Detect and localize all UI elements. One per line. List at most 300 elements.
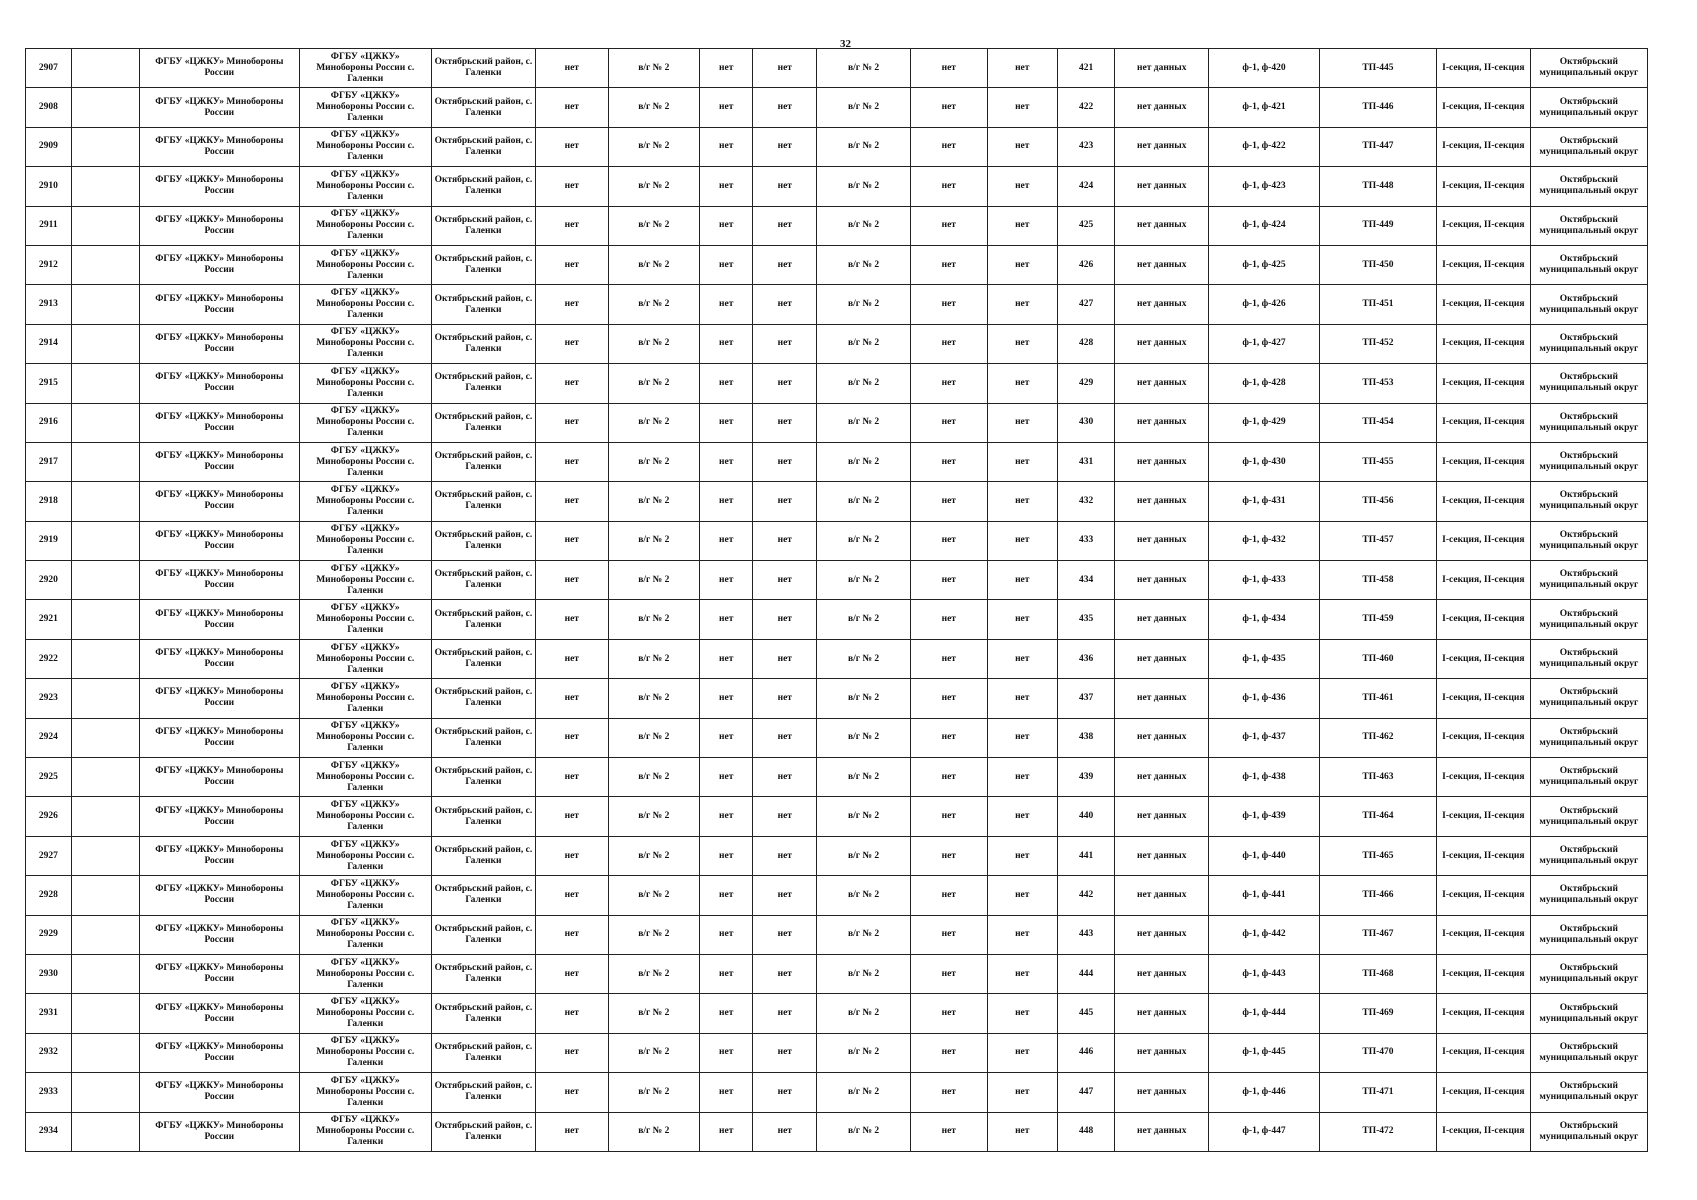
blank-cell (71, 364, 139, 403)
flag-cell: нет (700, 1033, 753, 1072)
no-data-cell: нет данных (1115, 718, 1209, 757)
flag-cell: нет (987, 679, 1057, 718)
owner-cell: ФГБУ «ЦЖКУ» Минобороны России с. Галенки (299, 206, 431, 245)
object-number-cell: 440 (1057, 797, 1115, 836)
flag-cell: нет (987, 442, 1057, 481)
municipality-cell: Октябрьский муниципальный округ (1530, 364, 1647, 403)
military-town-cell: в/г № 2 (817, 836, 911, 875)
table-row (26, 245, 1648, 284)
flag-cell: нет (753, 245, 817, 284)
object-number-cell: 444 (1057, 954, 1115, 993)
blank-cell (71, 718, 139, 757)
owner-cell: ФГБУ «ЦЖКУ» Минобороны России с. Галенки (299, 482, 431, 521)
substation-cell: ТП-445 (1319, 49, 1436, 88)
municipality-cell: Октябрьский муниципальный округ (1530, 206, 1647, 245)
sections-cell: I-секция, II-секция (1437, 88, 1531, 127)
owner-cell: ФГБУ «ЦЖКУ» Минобороны России с. Галенки (299, 403, 431, 442)
table-row (26, 88, 1648, 127)
flag-cell: нет (987, 364, 1057, 403)
substation-cell: ТП-450 (1319, 245, 1436, 284)
table-row (26, 364, 1648, 403)
flag-cell: нет (753, 876, 817, 915)
substation-cell: ТП-453 (1319, 364, 1436, 403)
flag-cell: нет (536, 836, 608, 875)
address-cell: Октябрьский район, с. Галенки (431, 639, 535, 678)
organization-cell: ФГБУ «ЦЖКУ» Минобороны России (139, 324, 299, 363)
military-town-cell: в/г № 2 (608, 797, 700, 836)
owner-cell: ФГБУ «ЦЖКУ» Минобороны России с. Галенки (299, 797, 431, 836)
flag-cell: нет (700, 245, 753, 284)
feeder-cell: ф-1, ф-436 (1209, 679, 1320, 718)
flag-cell: нет (536, 285, 608, 324)
address-cell: Октябрьский район, с. Галенки (431, 206, 535, 245)
flag-cell: нет (753, 1112, 817, 1151)
municipality-cell: Октябрьский муниципальный округ (1530, 482, 1647, 521)
military-town-cell: в/г № 2 (608, 876, 700, 915)
flag-cell: нет (910, 482, 987, 521)
military-town-cell: в/г № 2 (817, 245, 911, 284)
object-number-cell: 425 (1057, 206, 1115, 245)
sections-cell: I-секция, II-секция (1437, 403, 1531, 442)
flag-cell: нет (910, 1112, 987, 1151)
object-number-cell: 431 (1057, 442, 1115, 481)
municipality-cell: Октябрьский муниципальный округ (1530, 994, 1647, 1033)
blank-cell (71, 88, 139, 127)
military-town-cell: в/г № 2 (817, 718, 911, 757)
feeder-cell: ф-1, ф-440 (1209, 836, 1320, 875)
organization-cell: ФГБУ «ЦЖКУ» Минобороны России (139, 127, 299, 166)
address-cell: Октябрьский район, с. Галенки (431, 1073, 535, 1112)
flag-cell: нет (987, 285, 1057, 324)
no-data-cell: нет данных (1115, 1073, 1209, 1112)
blank-cell (71, 1073, 139, 1112)
object-number-cell: 439 (1057, 758, 1115, 797)
flag-cell: нет (700, 718, 753, 757)
sections-cell: I-секция, II-секция (1437, 324, 1531, 363)
blank-cell (71, 994, 139, 1033)
feeder-cell: ф-1, ф-421 (1209, 88, 1320, 127)
sections-cell: I-секция, II-секция (1437, 561, 1531, 600)
military-town-cell: в/г № 2 (817, 127, 911, 166)
blank-cell (71, 167, 139, 206)
no-data-cell: нет данных (1115, 285, 1209, 324)
municipality-cell: Октябрьский муниципальный округ (1530, 679, 1647, 718)
flag-cell: нет (700, 994, 753, 1033)
owner-cell: ФГБУ «ЦЖКУ» Минобороны России с. Галенки (299, 679, 431, 718)
military-town-cell: в/г № 2 (817, 1033, 911, 1072)
flag-cell: нет (536, 1033, 608, 1072)
organization-cell: ФГБУ «ЦЖКУ» Минобороны России (139, 285, 299, 324)
row-number: 2924 (26, 718, 72, 757)
feeder-cell: ф-1, ф-424 (1209, 206, 1320, 245)
address-cell: Октябрьский район, с. Галенки (431, 1033, 535, 1072)
flag-cell: нет (910, 403, 987, 442)
feeder-cell: ф-1, ф-420 (1209, 49, 1320, 88)
flag-cell: нет (753, 836, 817, 875)
no-data-cell: нет данных (1115, 876, 1209, 915)
substation-cell: ТП-465 (1319, 836, 1436, 875)
flag-cell: нет (910, 49, 987, 88)
sections-cell: I-секция, II-секция (1437, 206, 1531, 245)
flag-cell: нет (753, 954, 817, 993)
object-number-cell: 424 (1057, 167, 1115, 206)
object-number-cell: 421 (1057, 49, 1115, 88)
flag-cell: нет (910, 521, 987, 560)
flag-cell: нет (987, 1033, 1057, 1072)
table-row (26, 994, 1648, 1033)
flag-cell: нет (700, 954, 753, 993)
organization-cell: ФГБУ «ЦЖКУ» Минобороны России (139, 1033, 299, 1072)
blank-cell (71, 954, 139, 993)
organization-cell: ФГБУ «ЦЖКУ» Минобороны России (139, 1112, 299, 1151)
feeder-cell: ф-1, ф-425 (1209, 245, 1320, 284)
table-row (26, 639, 1648, 678)
blank-cell (71, 1033, 139, 1072)
row-number: 2922 (26, 639, 72, 678)
flag-cell: нет (910, 442, 987, 481)
flag-cell: нет (700, 127, 753, 166)
flag-cell: нет (987, 88, 1057, 127)
military-town-cell: в/г № 2 (817, 758, 911, 797)
table-row (26, 482, 1648, 521)
military-town-cell: в/г № 2 (817, 364, 911, 403)
military-town-cell: в/г № 2 (608, 718, 700, 757)
flag-cell: нет (700, 561, 753, 600)
object-number-cell: 430 (1057, 403, 1115, 442)
flag-cell: нет (700, 442, 753, 481)
flag-cell: нет (987, 718, 1057, 757)
flag-cell: нет (536, 994, 608, 1033)
flag-cell: нет (536, 167, 608, 206)
blank-cell (71, 639, 139, 678)
row-number: 2914 (26, 324, 72, 363)
substation-cell: ТП-472 (1319, 1112, 1436, 1151)
substation-cell: ТП-467 (1319, 915, 1436, 954)
no-data-cell: нет данных (1115, 679, 1209, 718)
flag-cell: нет (987, 167, 1057, 206)
flag-cell: нет (536, 718, 608, 757)
feeder-cell: ф-1, ф-431 (1209, 482, 1320, 521)
table-row (26, 1112, 1648, 1151)
flag-cell: нет (753, 718, 817, 757)
flag-cell: нет (700, 403, 753, 442)
flag-cell: нет (753, 639, 817, 678)
sections-cell: I-секция, II-секция (1437, 245, 1531, 284)
military-town-cell: в/г № 2 (817, 1112, 911, 1151)
municipality-cell: Октябрьский муниципальный округ (1530, 915, 1647, 954)
flag-cell: нет (987, 1112, 1057, 1151)
flag-cell: нет (753, 797, 817, 836)
blank-cell (71, 521, 139, 560)
table-row (26, 876, 1648, 915)
flag-cell: нет (987, 482, 1057, 521)
row-number: 2926 (26, 797, 72, 836)
no-data-cell: нет данных (1115, 836, 1209, 875)
military-town-cell: в/г № 2 (608, 954, 700, 993)
organization-cell: ФГБУ «ЦЖКУ» Минобороны России (139, 245, 299, 284)
no-data-cell: нет данных (1115, 364, 1209, 403)
table-row (26, 127, 1648, 166)
flag-cell: нет (753, 88, 817, 127)
military-town-cell: в/г № 2 (817, 285, 911, 324)
address-cell: Октябрьский район, с. Галенки (431, 876, 535, 915)
object-number-cell: 436 (1057, 639, 1115, 678)
feeder-cell: ф-1, ф-446 (1209, 1073, 1320, 1112)
flag-cell: нет (753, 915, 817, 954)
sections-cell: I-секция, II-секция (1437, 797, 1531, 836)
flag-cell: нет (536, 561, 608, 600)
military-town-cell: в/г № 2 (817, 639, 911, 678)
feeder-cell: ф-1, ф-439 (1209, 797, 1320, 836)
organization-cell: ФГБУ «ЦЖКУ» Минобороны России (139, 49, 299, 88)
military-town-cell: в/г № 2 (608, 1033, 700, 1072)
organization-cell: ФГБУ «ЦЖКУ» Минобороны России (139, 1073, 299, 1112)
row-number: 2907 (26, 49, 72, 88)
object-number-cell: 427 (1057, 285, 1115, 324)
feeder-cell: ф-1, ф-434 (1209, 600, 1320, 639)
table-row (26, 1073, 1648, 1112)
object-number-cell: 442 (1057, 876, 1115, 915)
organization-cell: ФГБУ «ЦЖКУ» Минобороны России (139, 167, 299, 206)
flag-cell: нет (536, 954, 608, 993)
substation-cell: ТП-458 (1319, 561, 1436, 600)
military-town-cell: в/г № 2 (817, 561, 911, 600)
flag-cell: нет (536, 364, 608, 403)
municipality-cell: Октябрьский муниципальный округ (1530, 245, 1647, 284)
feeder-cell: ф-1, ф-437 (1209, 718, 1320, 757)
no-data-cell: нет данных (1115, 403, 1209, 442)
military-town-cell: в/г № 2 (817, 954, 911, 993)
feeder-cell: ф-1, ф-438 (1209, 758, 1320, 797)
flag-cell: нет (536, 206, 608, 245)
registry-table (25, 48, 1648, 1152)
flag-cell: нет (753, 758, 817, 797)
flag-cell: нет (910, 245, 987, 284)
flag-cell: нет (700, 521, 753, 560)
blank-cell (71, 797, 139, 836)
table-row (26, 679, 1648, 718)
substation-cell: ТП-448 (1319, 167, 1436, 206)
flag-cell: нет (536, 639, 608, 678)
owner-cell: ФГБУ «ЦЖКУ» Минобороны России с. Галенки (299, 915, 431, 954)
military-town-cell: в/г № 2 (608, 836, 700, 875)
table-row (26, 324, 1648, 363)
municipality-cell: Октябрьский муниципальный округ (1530, 836, 1647, 875)
military-town-cell: в/г № 2 (817, 324, 911, 363)
military-town-cell: в/г № 2 (608, 758, 700, 797)
flag-cell: нет (753, 1073, 817, 1112)
sections-cell: I-секция, II-секция (1437, 442, 1531, 481)
flag-cell: нет (700, 876, 753, 915)
flag-cell: нет (910, 167, 987, 206)
substation-cell: ТП-456 (1319, 482, 1436, 521)
substation-cell: ТП-451 (1319, 285, 1436, 324)
blank-cell (71, 403, 139, 442)
owner-cell: ФГБУ «ЦЖКУ» Минобороны России с. Галенки (299, 718, 431, 757)
military-town-cell: в/г № 2 (817, 876, 911, 915)
flag-cell: нет (910, 994, 987, 1033)
owner-cell: ФГБУ «ЦЖКУ» Минобороны России с. Галенки (299, 1112, 431, 1151)
organization-cell: ФГБУ «ЦЖКУ» Минобороны России (139, 521, 299, 560)
flag-cell: нет (536, 482, 608, 521)
municipality-cell: Октябрьский муниципальный округ (1530, 521, 1647, 560)
feeder-cell: ф-1, ф-445 (1209, 1033, 1320, 1072)
address-cell: Октябрьский район, с. Галенки (431, 1112, 535, 1151)
row-number: 2916 (26, 403, 72, 442)
flag-cell: нет (536, 127, 608, 166)
table-row (26, 600, 1648, 639)
feeder-cell: ф-1, ф-432 (1209, 521, 1320, 560)
flag-cell: нет (753, 285, 817, 324)
row-number: 2912 (26, 245, 72, 284)
flag-cell: нет (536, 245, 608, 284)
address-cell: Октябрьский район, с. Галенки (431, 836, 535, 875)
owner-cell: ФГБУ «ЦЖКУ» Минобороны России с. Галенки (299, 521, 431, 560)
row-number: 2913 (26, 285, 72, 324)
flag-cell: нет (536, 876, 608, 915)
feeder-cell: ф-1, ф-444 (1209, 994, 1320, 1033)
object-number-cell: 432 (1057, 482, 1115, 521)
feeder-cell: ф-1, ф-427 (1209, 324, 1320, 363)
feeder-cell: ф-1, ф-423 (1209, 167, 1320, 206)
substation-cell: ТП-468 (1319, 954, 1436, 993)
military-town-cell: в/г № 2 (608, 49, 700, 88)
address-cell: Октябрьский район, с. Галенки (431, 797, 535, 836)
organization-cell: ФГБУ «ЦЖКУ» Минобороны России (139, 836, 299, 875)
flag-cell: нет (753, 324, 817, 363)
flag-cell: нет (987, 127, 1057, 166)
flag-cell: нет (987, 876, 1057, 915)
municipality-cell: Октябрьский муниципальный округ (1530, 88, 1647, 127)
table-row (26, 49, 1648, 88)
row-number: 2925 (26, 758, 72, 797)
flag-cell: нет (753, 167, 817, 206)
organization-cell: ФГБУ «ЦЖКУ» Минобороны России (139, 797, 299, 836)
military-town-cell: в/г № 2 (608, 600, 700, 639)
table-row (26, 285, 1648, 324)
substation-cell: ТП-470 (1319, 1033, 1436, 1072)
object-number-cell: 422 (1057, 88, 1115, 127)
object-number-cell: 445 (1057, 994, 1115, 1033)
military-town-cell: в/г № 2 (608, 561, 700, 600)
flag-cell: нет (536, 797, 608, 836)
military-town-cell: в/г № 2 (817, 679, 911, 718)
flag-cell: нет (910, 679, 987, 718)
address-cell: Октябрьский район, с. Галенки (431, 245, 535, 284)
substation-cell: ТП-460 (1319, 639, 1436, 678)
flag-cell: нет (536, 1112, 608, 1151)
feeder-cell: ф-1, ф-426 (1209, 285, 1320, 324)
feeder-cell: ф-1, ф-422 (1209, 127, 1320, 166)
military-town-cell: в/г № 2 (608, 1073, 700, 1112)
military-town-cell: в/г № 2 (608, 1112, 700, 1151)
military-town-cell: в/г № 2 (608, 403, 700, 442)
flag-cell: нет (700, 1112, 753, 1151)
address-cell: Октябрьский район, с. Галенки (431, 915, 535, 954)
flag-cell: нет (987, 954, 1057, 993)
no-data-cell: нет данных (1115, 245, 1209, 284)
no-data-cell: нет данных (1115, 797, 1209, 836)
organization-cell: ФГБУ «ЦЖКУ» Минобороны России (139, 915, 299, 954)
military-town-cell: в/г № 2 (817, 403, 911, 442)
blank-cell (71, 49, 139, 88)
no-data-cell: нет данных (1115, 482, 1209, 521)
organization-cell: ФГБУ «ЦЖКУ» Минобороны России (139, 206, 299, 245)
sections-cell: I-секция, II-секция (1437, 49, 1531, 88)
blank-cell (71, 245, 139, 284)
flag-cell: нет (987, 758, 1057, 797)
substation-cell: ТП-446 (1319, 88, 1436, 127)
feeder-cell: ф-1, ф-441 (1209, 876, 1320, 915)
blank-cell (71, 285, 139, 324)
no-data-cell: нет данных (1115, 639, 1209, 678)
municipality-cell: Октябрьский муниципальный округ (1530, 49, 1647, 88)
blank-cell (71, 876, 139, 915)
substation-cell: ТП-459 (1319, 600, 1436, 639)
no-data-cell: нет данных (1115, 324, 1209, 363)
flag-cell: нет (910, 876, 987, 915)
military-town-cell: в/г № 2 (608, 167, 700, 206)
flag-cell: нет (910, 88, 987, 127)
object-number-cell: 434 (1057, 561, 1115, 600)
military-town-cell: в/г № 2 (608, 245, 700, 284)
organization-cell: ФГБУ «ЦЖКУ» Минобороны России (139, 403, 299, 442)
flag-cell: нет (987, 600, 1057, 639)
flag-cell: нет (910, 639, 987, 678)
address-cell: Октябрьский район, с. Галенки (431, 954, 535, 993)
address-cell: Октябрьский район, с. Галенки (431, 127, 535, 166)
table-row (26, 521, 1648, 560)
object-number-cell: 443 (1057, 915, 1115, 954)
sections-cell: I-секция, II-секция (1437, 758, 1531, 797)
military-town-cell: в/г № 2 (817, 1073, 911, 1112)
municipality-cell: Октябрьский муниципальный округ (1530, 876, 1647, 915)
sections-cell: I-секция, II-секция (1437, 718, 1531, 757)
flag-cell: нет (700, 324, 753, 363)
object-number-cell: 435 (1057, 600, 1115, 639)
flag-cell: нет (910, 797, 987, 836)
row-number: 2918 (26, 482, 72, 521)
feeder-cell: ф-1, ф-443 (1209, 954, 1320, 993)
flag-cell: нет (910, 364, 987, 403)
flag-cell: нет (753, 561, 817, 600)
flag-cell: нет (700, 285, 753, 324)
feeder-cell: ф-1, ф-447 (1209, 1112, 1320, 1151)
blank-cell (71, 836, 139, 875)
sections-cell: I-секция, II-секция (1437, 600, 1531, 639)
sections-cell: I-секция, II-секция (1437, 521, 1531, 560)
municipality-cell: Октябрьский муниципальный округ (1530, 285, 1647, 324)
flag-cell: нет (910, 324, 987, 363)
sections-cell: I-секция, II-секция (1437, 876, 1531, 915)
blank-cell (71, 561, 139, 600)
blank-cell (71, 324, 139, 363)
feeder-cell: ф-1, ф-430 (1209, 442, 1320, 481)
sections-cell: I-секция, II-секция (1437, 639, 1531, 678)
row-number: 2915 (26, 364, 72, 403)
flag-cell: нет (700, 49, 753, 88)
flag-cell: нет (910, 915, 987, 954)
municipality-cell: Октябрьский муниципальный округ (1530, 758, 1647, 797)
organization-cell: ФГБУ «ЦЖКУ» Минобороны России (139, 758, 299, 797)
substation-cell: ТП-469 (1319, 994, 1436, 1033)
owner-cell: ФГБУ «ЦЖКУ» Минобороны России с. Галенки (299, 561, 431, 600)
sections-cell: I-секция, II-секция (1437, 915, 1531, 954)
table-row (26, 718, 1648, 757)
organization-cell: ФГБУ «ЦЖКУ» Минобороны России (139, 561, 299, 600)
blank-cell (71, 915, 139, 954)
flag-cell: нет (536, 324, 608, 363)
